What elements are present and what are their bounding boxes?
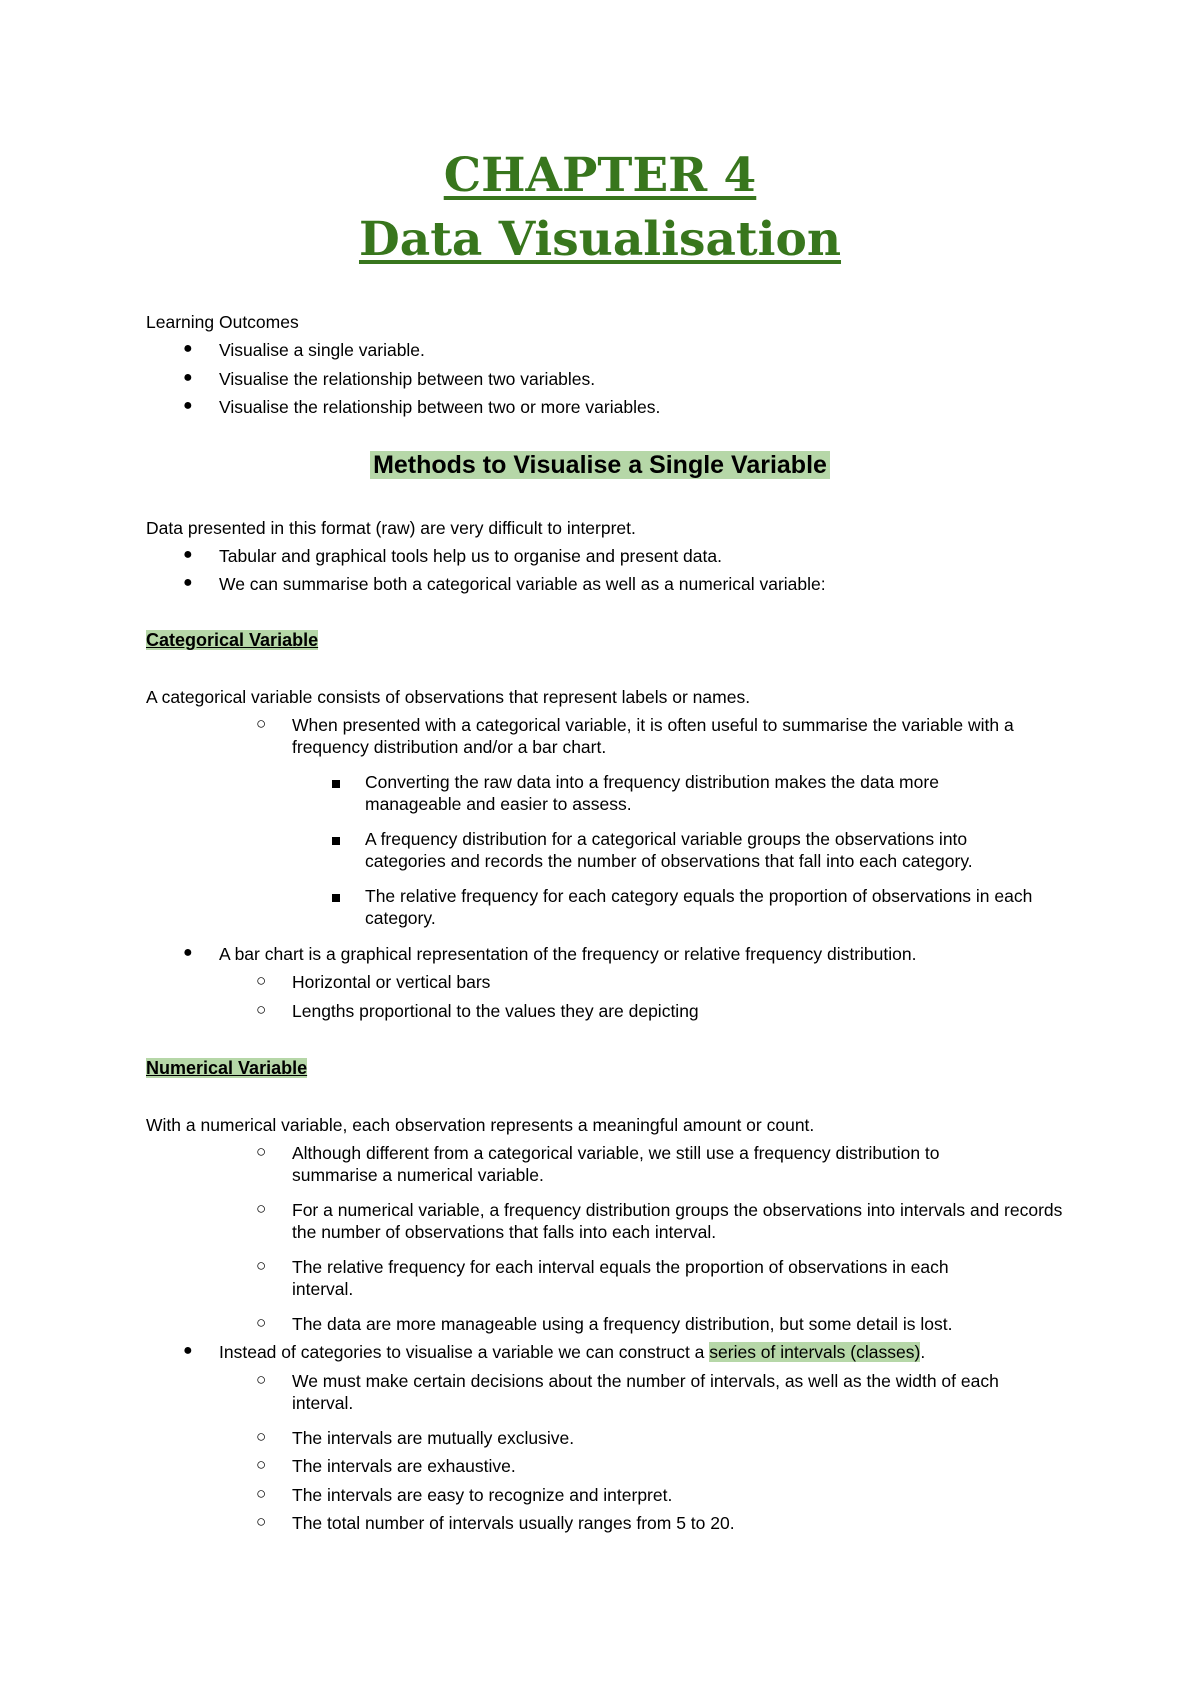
circle-bullet: ○ bbox=[256, 1199, 267, 1218]
categorical-definition: A categorical variable consists of observations that represent labels or names. bbox=[146, 687, 751, 707]
learning-outcome-text: Visualise the relationship between two variables. bbox=[219, 369, 596, 389]
categorical-heading bbox=[146, 628, 318, 652]
bullet-dot: ● bbox=[183, 397, 193, 414]
categorical-detail-text: The relative frequency for each category equals the proportion of observations in each category. bbox=[365, 886, 1033, 928]
section-title bbox=[0, 448, 1200, 482]
circle-bullet: ○ bbox=[256, 1000, 267, 1019]
interval-sub-item-text: We must make certain decisions about the number of intervals, as well as the width of each interval. bbox=[292, 1371, 999, 1413]
intervals-bullet-text bbox=[219, 1341, 925, 1363]
categorical-detail-text: Converting the raw data into a frequency distribution makes the data more manageable and easier to assess. bbox=[365, 772, 939, 814]
circle-bullet: ○ bbox=[256, 1427, 267, 1446]
square-bullet bbox=[332, 780, 340, 788]
circle-bullet: ○ bbox=[256, 1512, 267, 1531]
section-intro: Data presented in this format (raw) are very difficult to interpret. bbox=[146, 518, 636, 538]
numerical-heading-text: Numerical Variable bbox=[146, 1058, 308, 1078]
intervals-bullet-prefix: Instead of categories to visualise a variable we can construct a bbox=[219, 1342, 710, 1362]
circle-bullet: ○ bbox=[256, 1256, 267, 1275]
interval-sub-item-text: The intervals are easy to recognize and interpret. bbox=[292, 1485, 673, 1505]
interval-sub-item-text: The intervals are mutually exclusive. bbox=[292, 1428, 575, 1448]
bullet-dot: ● bbox=[183, 340, 193, 357]
learning-outcome-text: Visualise a single variable. bbox=[219, 340, 425, 360]
numerical-heading bbox=[146, 1056, 307, 1080]
section-title-text: Methods to Visualise a Single Variable bbox=[370, 451, 830, 479]
circle-bullet: ○ bbox=[256, 714, 267, 733]
numerical-sub-item-text: The data are more manageable using a frequency distribution, but some detail is lost. bbox=[292, 1314, 953, 1334]
bar-chart-sub-text: Horizontal or vertical bars bbox=[292, 972, 491, 992]
bullet-dot: ● bbox=[183, 944, 193, 961]
circle-bullet: ○ bbox=[256, 1142, 267, 1161]
categorical-sub-item-text: When presented with a categorical variable, it is often useful to summarise the variable with a frequency distribution and/or a bar chart. bbox=[292, 715, 1014, 757]
numerical-sub-item-text: Although different from a categorical variable, we still use a frequency distribution to summarise a numerical variable. bbox=[292, 1143, 940, 1185]
bullet-dot: ● bbox=[183, 546, 193, 563]
bullet-dot: ● bbox=[183, 574, 193, 591]
square-bullet bbox=[332, 837, 340, 845]
circle-bullet: ○ bbox=[256, 971, 267, 990]
section-bullet-text: We can summarise both a categorical variable as well as a numerical variable: bbox=[219, 574, 826, 594]
numerical-sub-item-text: For a numerical variable, a frequency distribution groups the observations into intervals and records the number of observations that falls into each interval. bbox=[292, 1200, 1063, 1242]
intervals-highlight: series of intervals (classes) bbox=[709, 1342, 921, 1362]
chapter-number: CHAPTER 4 bbox=[443, 148, 757, 203]
circle-bullet: ○ bbox=[256, 1455, 267, 1474]
circle-bullet: ○ bbox=[256, 1484, 267, 1503]
interval-sub-item-text: The total number of intervals usually ranges from 5 to 20. bbox=[292, 1513, 735, 1533]
circle-bullet: ○ bbox=[256, 1370, 267, 1389]
learning-outcome-text: Visualise the relationship between two or more variables. bbox=[219, 397, 661, 417]
numerical-definition: With a numerical variable, each observation represents a meaningful amount or count. bbox=[146, 1115, 815, 1135]
bullet-dot: ● bbox=[183, 1342, 193, 1359]
bar-chart-bullet-text: A bar chart is a graphical representation of the frequency or relative frequency distribution. bbox=[219, 944, 917, 964]
learning-outcomes-heading: Learning Outcomes bbox=[146, 312, 299, 332]
bar-chart-sub-text: Lengths proportional to the values they are depicting bbox=[292, 1001, 699, 1021]
square-bullet bbox=[332, 894, 340, 902]
bullet-dot: ● bbox=[183, 369, 193, 386]
categorical-detail-text: A frequency distribution for a categorical variable groups the observations into categories and records the number of observations that fall into each category. bbox=[365, 829, 973, 871]
categorical-heading-text: Categorical Variable bbox=[146, 630, 319, 650]
section-bullet-text: Tabular and graphical tools help us to organise and present data. bbox=[219, 546, 722, 566]
intervals-bullet-suffix: . bbox=[920, 1342, 926, 1362]
circle-bullet: ○ bbox=[256, 1313, 267, 1332]
interval-sub-item-text: The intervals are exhaustive. bbox=[292, 1456, 516, 1476]
chapter-title: Data Visualisation bbox=[358, 212, 842, 267]
numerical-sub-item-text: The relative frequency for each interval equals the proportion of observations in each interval. bbox=[292, 1257, 949, 1299]
